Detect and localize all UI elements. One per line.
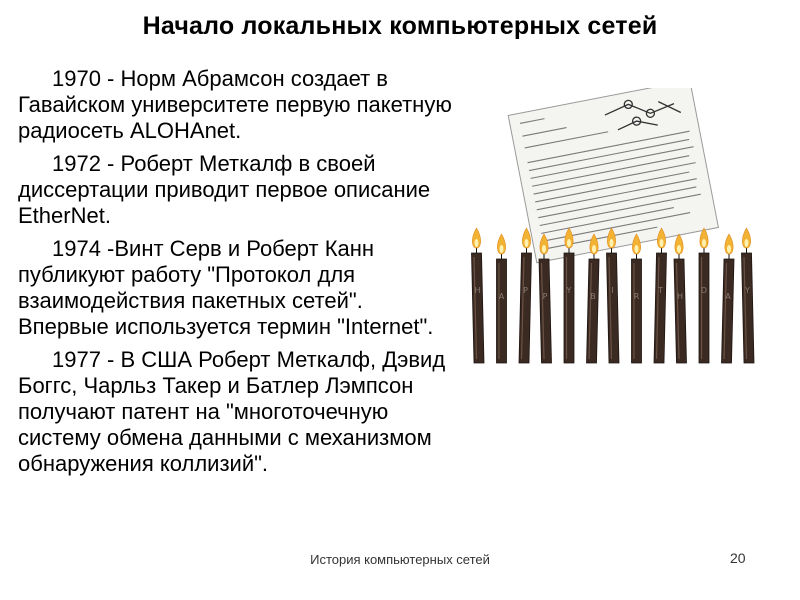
candle-letter: R — [633, 292, 640, 301]
candle-letter: H — [676, 292, 684, 301]
candle — [587, 234, 600, 363]
candle — [654, 228, 667, 363]
candle-letter: P — [542, 292, 548, 301]
slide-footer: История компьютерных сетей — [310, 552, 490, 567]
candle-letter: A — [498, 292, 505, 301]
candle — [472, 228, 485, 363]
candle — [519, 228, 532, 363]
candle — [497, 234, 507, 363]
candle-letter: Y — [745, 286, 750, 295]
slide-body — [18, 66, 458, 484]
candle-letter: Y — [566, 286, 572, 295]
candle-letter: T — [658, 286, 663, 295]
candle — [742, 228, 755, 363]
paragraph-1977: 1977 - В США Роберт Меткалф, Дэвид Боггс, Чарльз Такер и Батлер Лэмпсон получают патент на "многоточечную систему обмена данными с механизмом обнаружения коллизий". — [18, 347, 446, 476]
paragraph-1970: 1970 - Норм Абрамсон создает в Гавайском университете первую пакетную радиосеть ALOHAnet. — [18, 66, 452, 143]
candle-letter: A — [725, 292, 731, 301]
candle-letter: H — [474, 286, 481, 295]
slide-title: Начало локальных компьютерных сетей — [142, 12, 658, 40]
candle — [722, 234, 735, 363]
candle-letter: P — [523, 286, 528, 295]
candle — [699, 228, 709, 363]
paragraph-1974: 1974 -Винт Серв и Роберт Канн публикуют работу "Протокол для взаимодействия пакетных сетей". Впервые используется термин "Internet". — [18, 236, 434, 339]
page-number: 20 — [730, 550, 746, 566]
candle — [632, 234, 642, 363]
candle-letter: I — [611, 286, 614, 295]
ethernet-candles-image — [465, 88, 780, 373]
candle-letter: D — [700, 286, 708, 295]
candle — [674, 234, 687, 363]
paragraph-1972: 1972 - Роберт Меткалф в своей диссертации приводит первое описание EtherNet. — [18, 151, 431, 228]
candle-letter: B — [590, 292, 596, 301]
candles-illustration — [465, 88, 780, 373]
